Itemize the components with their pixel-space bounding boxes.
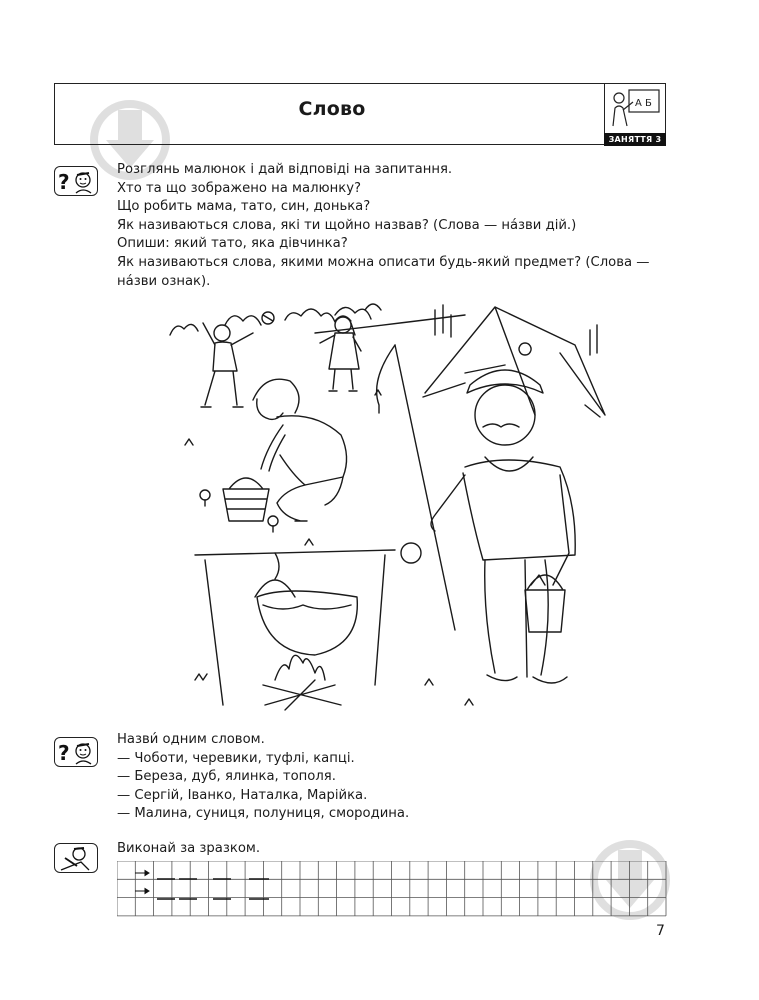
mother-hair: [253, 379, 299, 413]
tent: [425, 307, 605, 415]
section3-text: [117, 840, 260, 859]
text-line: — Малина, суниця, полуниця, смородина.: [117, 806, 410, 822]
tent-ropes: [423, 383, 600, 417]
section2-text: [117, 731, 409, 824]
text-line: Як називаються слова, які ти щойно назвав? (Слова — на́зви дій.): [117, 217, 577, 233]
svg-text:?: ?: [58, 741, 70, 765]
mother-body: [261, 416, 347, 485]
picnic-illustration: [165, 285, 610, 725]
pot-stand: [195, 550, 395, 705]
text-line: Назви́ одним словом.: [117, 732, 265, 747]
text-line: Що робить мама, тато, син, донька?: [117, 199, 371, 215]
text-line: Хто та що зображено на малюнку?: [117, 180, 362, 196]
mushroom: [200, 490, 210, 500]
pot-hook: [255, 553, 295, 597]
text-line: Опиши: який тато, яка дівчинка?: [117, 236, 348, 252]
teacher-board-icon: [605, 84, 663, 132]
girl-head: [335, 317, 351, 333]
fishing-rod: [395, 345, 455, 630]
fire: [263, 655, 341, 710]
father-body: [431, 460, 575, 585]
girl-body: [320, 333, 361, 391]
sample-dashes: [157, 879, 269, 899]
text-line: — Чоботи, черевики, туфлі, капці.: [117, 750, 355, 766]
father-mustache: [483, 424, 519, 427]
mushroom: [268, 516, 278, 526]
fishing-line: [377, 345, 395, 413]
page-number: 7: [656, 923, 665, 939]
page-title: Слово: [298, 98, 366, 120]
board-letters: А Б: [635, 98, 652, 109]
svg-text:?: ?: [58, 170, 70, 194]
ball-stripe: [263, 315, 273, 321]
reel: [401, 543, 421, 563]
text-line: — Береза, дуб, ялинка, тополя.: [117, 769, 336, 785]
lesson-label: ЗАНЯТТЯ 3: [604, 133, 666, 146]
boy-body: [201, 323, 253, 407]
father-head: [475, 385, 535, 445]
text-line: Виконай за зразком.: [117, 841, 261, 856]
boy-head: [214, 325, 230, 341]
writing-grid: [117, 861, 667, 917]
question-kid-icon: [54, 166, 98, 196]
text-line: на́зви ознак).: [117, 273, 211, 289]
father-collar: [485, 457, 533, 471]
text-line: Розглянь малюнок і дай відповіді на запитання.: [117, 162, 453, 177]
section1-text: [117, 161, 649, 291]
basket: [223, 478, 269, 521]
question-kid-icon: [54, 737, 98, 767]
sample-arrows: [135, 871, 149, 894]
bucket: [525, 575, 565, 632]
writing-kid-icon: [54, 843, 98, 873]
text-line: Як називаються слова, якими можна описати будь-який предмет? (Слова —: [117, 254, 650, 270]
text-line: — Сергій, Іванко, Наталка, Марійка.: [117, 787, 368, 803]
pot: [257, 591, 357, 655]
